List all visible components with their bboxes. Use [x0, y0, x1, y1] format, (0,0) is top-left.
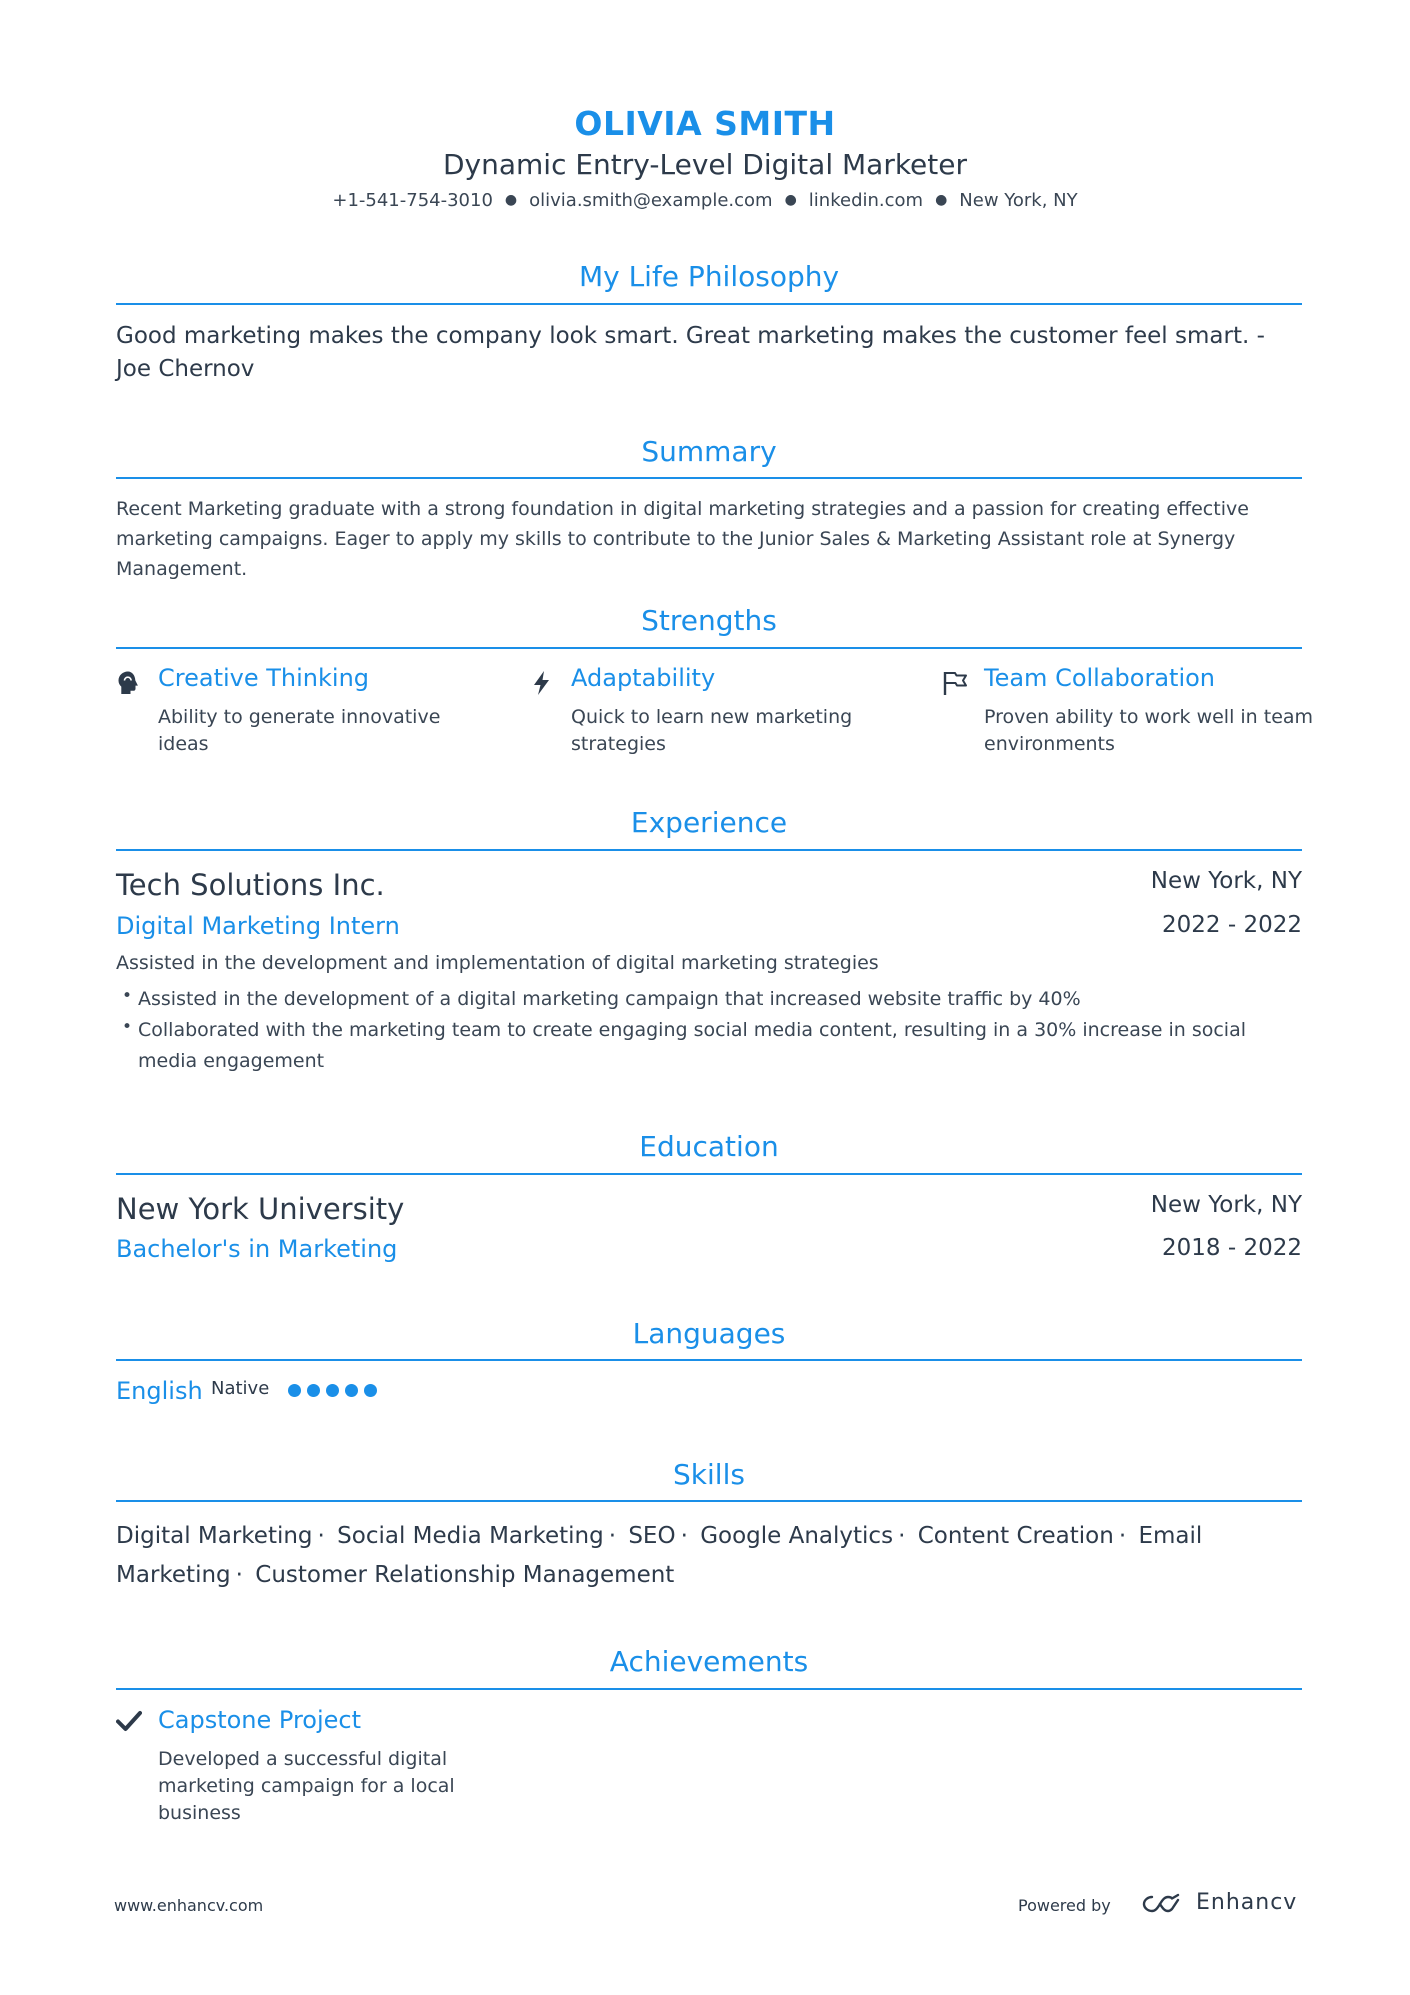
contact-separator: ● [935, 192, 948, 208]
education-degree: Bachelor's in Marketing [116, 1235, 398, 1263]
language-rating-dot [307, 1384, 320, 1397]
section-title-achievements: Achievements [609, 1645, 809, 1678]
strength-title: Team Collaboration [984, 664, 1216, 692]
language-level: Native [211, 1378, 270, 1399]
skills-list [116, 1517, 1306, 1595]
strength-description: Ability to generate innovative ideas [158, 706, 441, 755]
section-title-experience: Experience [630, 806, 788, 839]
section-title-education: Education [639, 1130, 779, 1163]
section-title-strengths: Strengths [641, 604, 777, 637]
skill-item: Customer Relationship Management [255, 1562, 675, 1588]
experience-bullets [116, 984, 1306, 1077]
footer-website[interactable]: www.enhancv.com [114, 1896, 264, 1915]
experience-bullet: • Collaborated with the marketing team to create engaging social media content, resulting in a 30% increase in social media engagement [116, 1015, 1306, 1077]
brain-head-icon [116, 670, 142, 696]
section-title-languages: Languages [632, 1317, 786, 1350]
language-rating-dot [364, 1384, 377, 1397]
strength-title: Adaptability [571, 664, 716, 692]
achievement-title: Capstone Project [158, 1706, 362, 1734]
philosophy-quote: Good marketing makes the company look smart. Great marketing makes the customer feel smart. - Joe Chernov [116, 323, 1265, 382]
section-title-summary: Summary [641, 435, 777, 468]
experience-location: New York, NY [1150, 868, 1302, 894]
skill-separator: · [317, 1523, 325, 1549]
contact-location: New York, NY [959, 190, 1078, 211]
language-name: English [116, 1377, 203, 1405]
enhancv-logo-icon [1138, 1892, 1186, 1916]
contact-separator: ● [784, 192, 797, 208]
brand-name: Enhancv [1196, 1890, 1298, 1915]
contact-linkedin[interactable]: linkedin.com [808, 190, 924, 211]
language-rating-dot [326, 1384, 339, 1397]
skill-item: Digital Marketing [116, 1523, 313, 1549]
section-title-skills: Skills [673, 1458, 745, 1491]
section-divider [116, 1500, 1302, 1502]
skill-separator: · [898, 1523, 906, 1549]
education-dates: 2018 - 2022 [1162, 1235, 1302, 1261]
section-title-philosophy: My Life Philosophy [578, 260, 840, 293]
flag-icon [942, 670, 968, 696]
skill-item: Social Media Marketing [337, 1523, 604, 1549]
experience-company: Tech Solutions Inc. [116, 868, 385, 902]
language-rating-dot [345, 1384, 358, 1397]
contact-email[interactable]: olivia.smith@example.com [529, 190, 773, 211]
contact-separator: ● [504, 192, 518, 208]
skill-item: Content Creation [917, 1523, 1114, 1549]
experience-dates: 2022 - 2022 [1162, 912, 1302, 938]
skill-item: Google Analytics [700, 1523, 894, 1549]
language-rating-dots [288, 1382, 383, 1396]
section-divider [116, 849, 1302, 851]
candidate-title: Dynamic Entry-Level Digital Marketer [442, 148, 967, 181]
achievement-description: Developed a successful digital marketing campaign for a local business [158, 1748, 455, 1824]
contact-phone[interactable]: +1-541-754-3010 [332, 190, 493, 211]
strength-title: Creative Thinking [158, 664, 370, 692]
section-divider [116, 477, 1302, 479]
checkmark-icon [116, 1710, 142, 1732]
section-divider [116, 1359, 1302, 1361]
experience-description: Assisted in the development and implementation of digital marketing strategies [116, 952, 879, 974]
experience-bullet: • Assisted in the development of a digital marketing campaign that increased website traffic by 40% [116, 984, 1306, 1015]
education-location: New York, NY [1150, 1192, 1302, 1218]
skill-separator: · [1118, 1523, 1127, 1549]
experience-role: Digital Marketing Intern [116, 912, 400, 940]
skill-separator: · [235, 1562, 243, 1588]
lightning-bolt-icon [529, 670, 555, 696]
skill-separator: · [608, 1523, 617, 1549]
candidate-name: OLIVIA SMITH [574, 104, 836, 143]
section-divider [116, 303, 1302, 305]
strength-description: Quick to learn new marketing strategies [571, 706, 853, 755]
strength-description: Proven ability to work well in team environments [984, 706, 1314, 755]
contact-line [0, 190, 1410, 211]
section-divider [116, 1688, 1302, 1690]
language-rating-dot [288, 1384, 301, 1397]
section-divider [116, 1173, 1302, 1175]
summary-text: Recent Marketing graduate with a strong foundation in digital marketing strategies and a passion for creating effective marketing campaigns. Eager to apply my skills to contribute to the Junior Sales & Marketing Assistant role at Synergy Management. [116, 498, 1249, 580]
skill-item: SEO [628, 1523, 676, 1549]
skill-separator: · [680, 1523, 688, 1549]
section-divider [116, 647, 1302, 649]
skill-item: Email Marketing [116, 1523, 1203, 1588]
education-school: New York University [116, 1192, 405, 1226]
powered-by-label: Powered by [1018, 1896, 1111, 1915]
